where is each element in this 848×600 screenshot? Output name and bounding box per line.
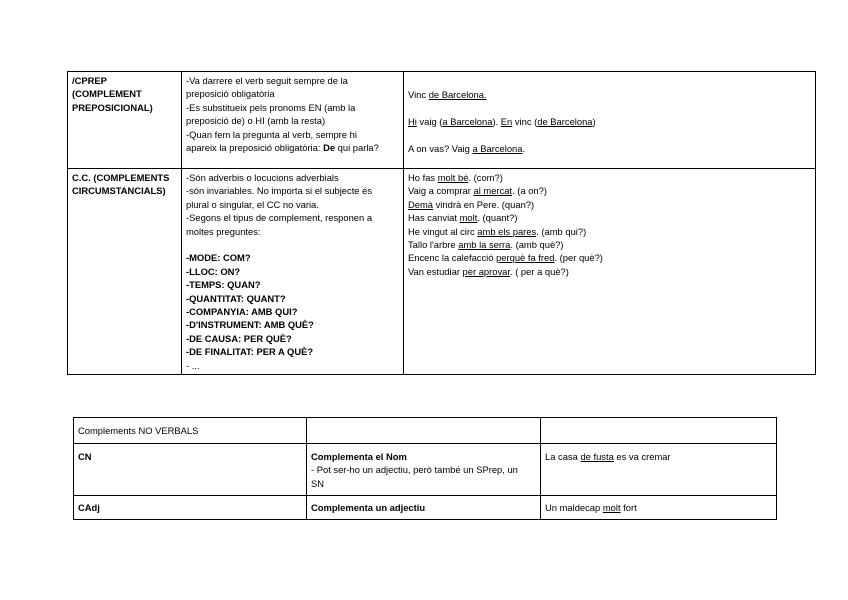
example: Vaig a comprar al mercat. (a on?) xyxy=(408,185,547,197)
table-row xyxy=(68,169,816,375)
row-label: CAdj xyxy=(74,496,307,520)
row-example: La casa de fusta es va cremar xyxy=(541,444,777,496)
row-label: /CPREP (COMPLEMENT PREPOSICIONAL) xyxy=(68,72,182,169)
row-description: -Són adverbis o locucions adverbials -són invariables. No importa si el subjecte és plural o singular, el CC no varia. -Segons el tipus de complement, responen a moltes preguntes: -MODE: COM? -LLOC: ON? -TEMPS: QUAN? -QUANTITAT: QUANT? -COMPANYIA: AMB QUI? -D'INSTRUMENT: AMB QUÈ? -DE CAUSA: PER QUÈ? -DE FINALITAT: PER A QUÈ? - ... xyxy=(182,169,404,375)
row-label: C.C. (COMPLEMENTS CIRCUMSTANCIALS) xyxy=(68,169,182,375)
row-description: -Va darrere el verb seguit sempre de la preposició obligatòria -Es substitueix pels pronoms EN (amb la preposició de) o HI (amb la resta) -Quan fem la pregunta al verb, sempre hi apareix la preposició obligatòria: De qui parla? xyxy=(182,72,404,169)
table-header: Complements NO VERBALS xyxy=(74,418,307,444)
example: Hi vaig (a Barcelona). En vinc (de Barcelona) xyxy=(408,115,596,127)
example: Van estudiar per aprovar. ( per a què?) xyxy=(408,265,569,277)
row-examples xyxy=(404,72,816,169)
row-examples xyxy=(404,169,816,375)
example: Tallo l'arbre amb la serra. (amb què?) xyxy=(408,239,564,251)
table-header-row xyxy=(74,418,777,444)
row-label: CN xyxy=(74,444,307,496)
example: A on vas? Vaig a Barcelona. xyxy=(408,142,526,154)
example: Has canviat molt. (quant?) xyxy=(408,212,518,224)
non-verbal-complements-table xyxy=(73,417,777,520)
row-description: Complementa un adjectiu xyxy=(307,496,541,520)
example: Vinc de Barcelona. xyxy=(408,89,487,100)
example: He vingut al circ amb els pares. (amb qui?) xyxy=(408,225,587,237)
table-row xyxy=(74,444,777,496)
table-row xyxy=(74,496,777,520)
example: Encenc la calefacció perquè fa fred. (per què?) xyxy=(408,252,603,264)
row-description: Complementa el Nom - Pot ser-ho un adjectiu, però també un SPrep, un SN xyxy=(307,444,541,496)
example: Ho fas molt bé. (com?) xyxy=(408,172,503,183)
table-row xyxy=(68,72,816,169)
row-example: Un maldecap molt fort xyxy=(541,496,777,520)
example: Demà vindrà en Pere. (quan?) xyxy=(408,198,535,210)
complements-table xyxy=(67,71,816,375)
